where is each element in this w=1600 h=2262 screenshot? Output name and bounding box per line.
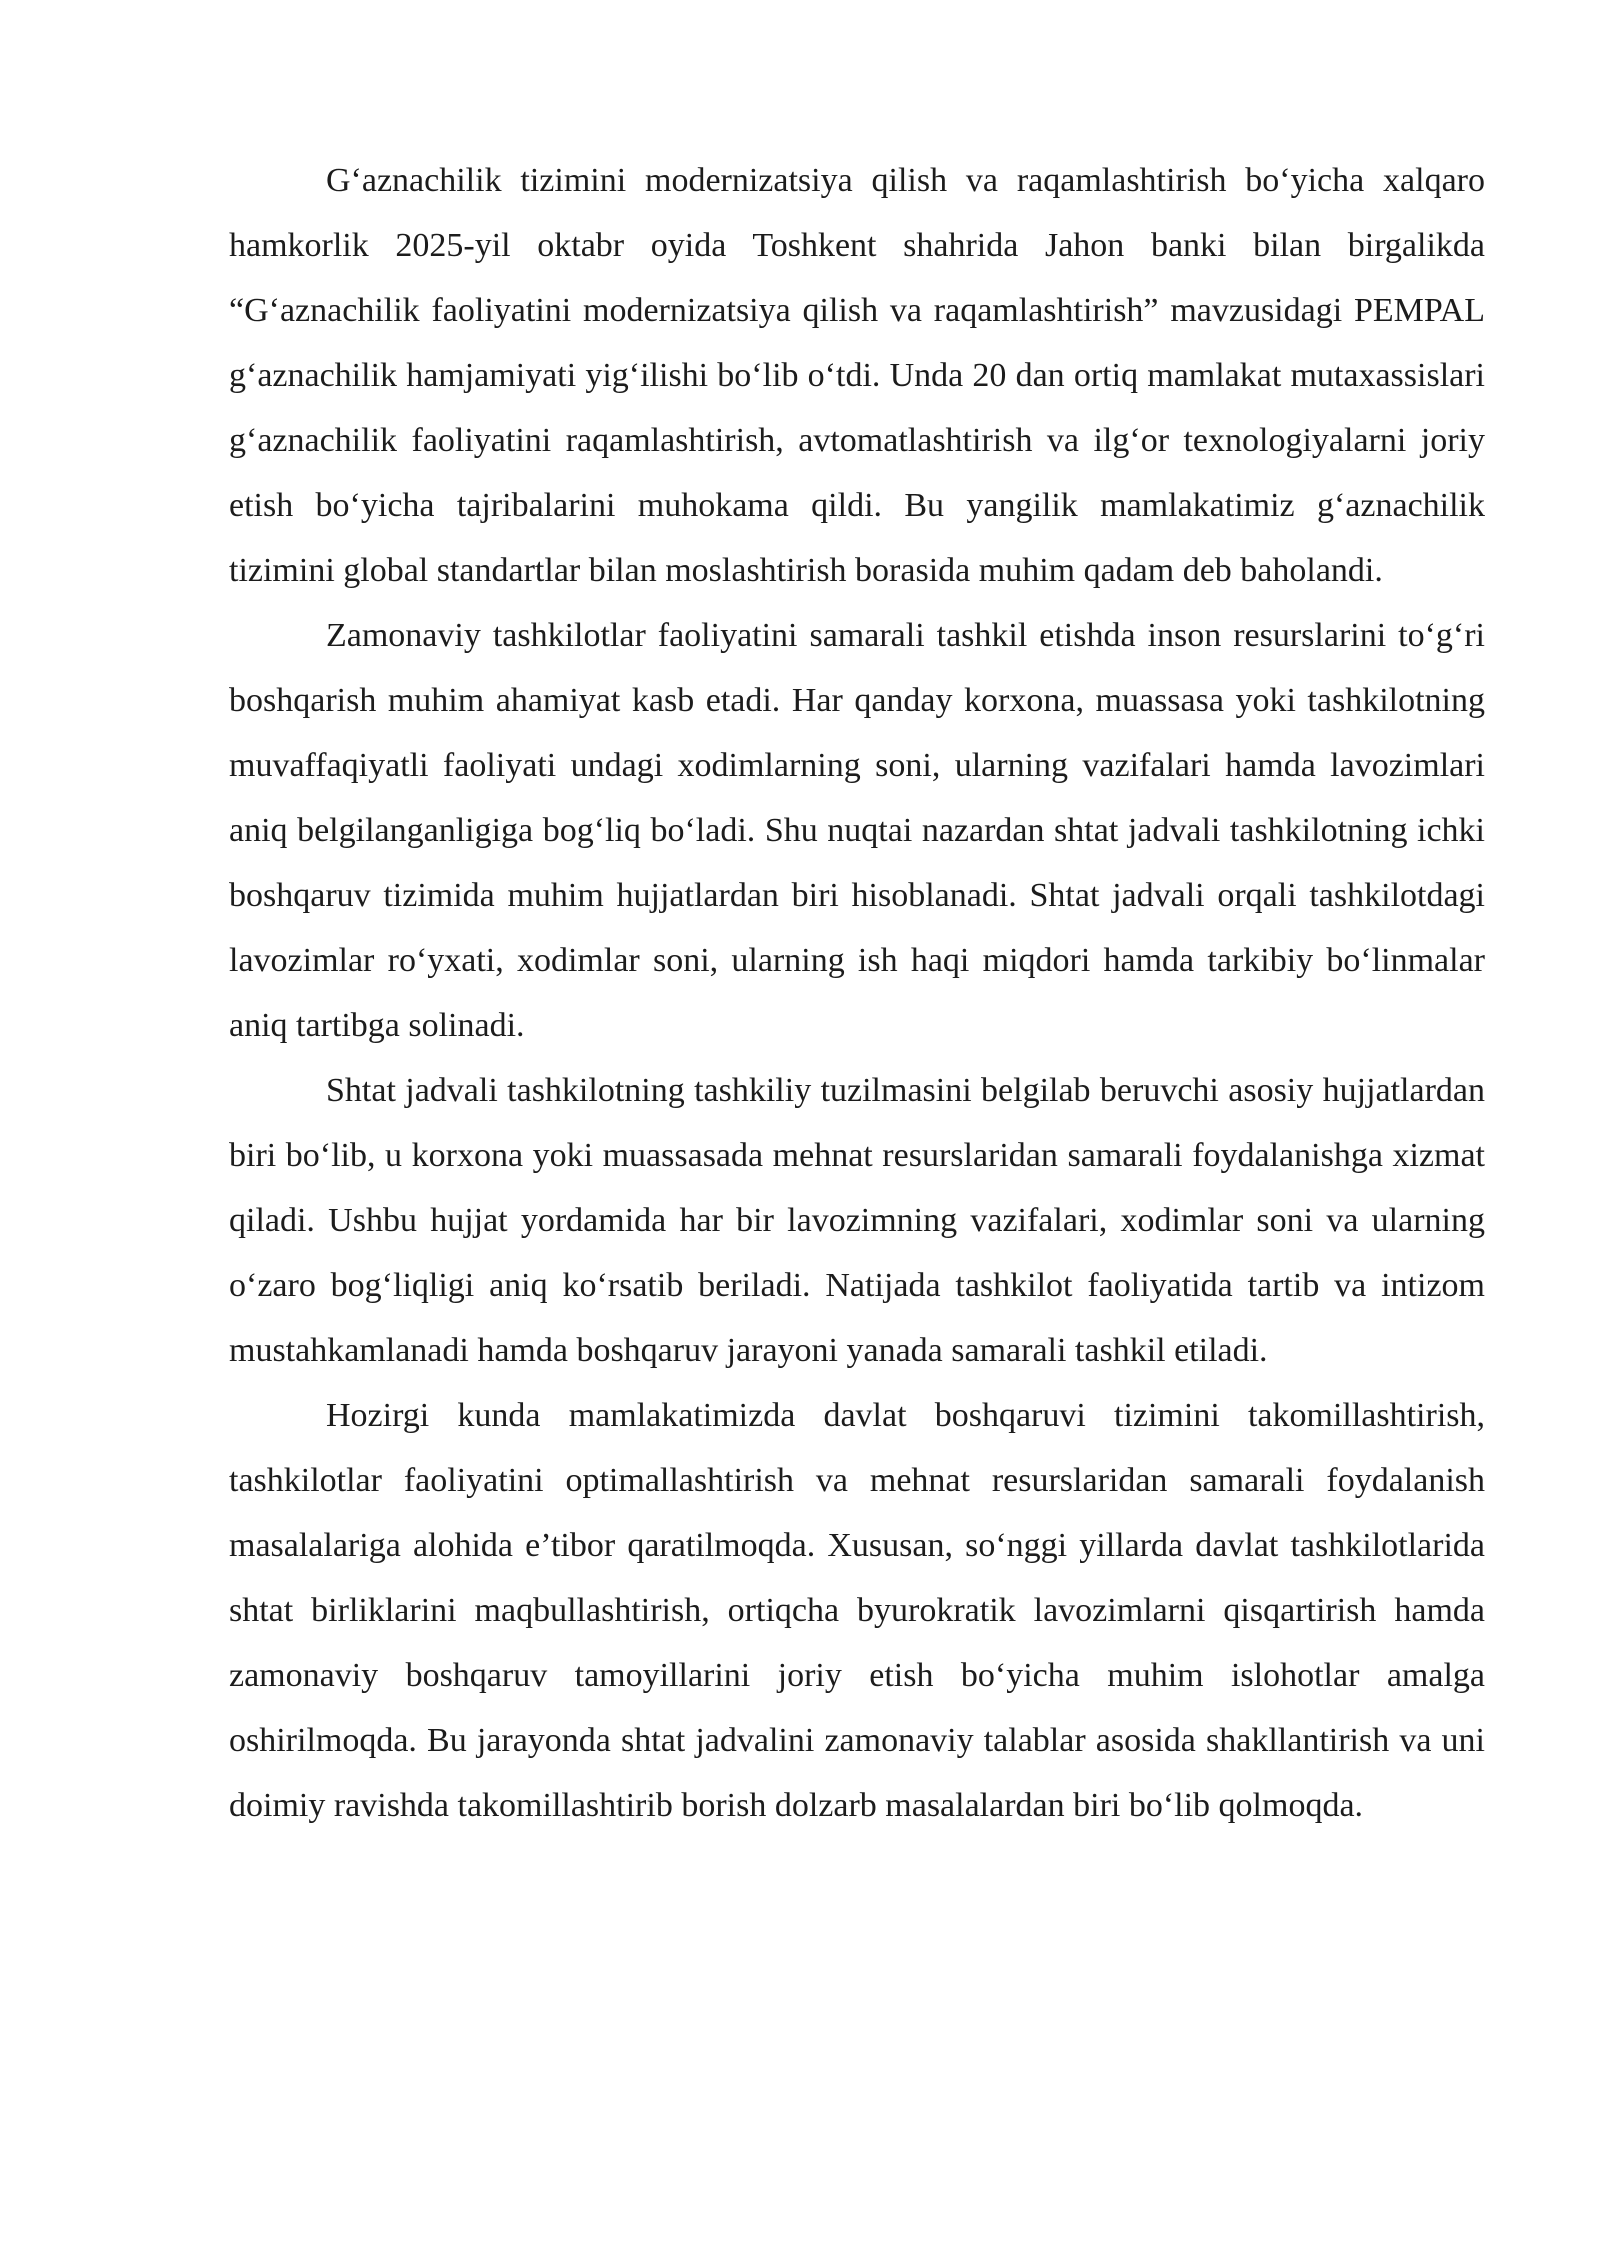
paragraph-staffing-table: Shtat jadvali tashkilotning tashkiliy tuzilmasini belgilab beruvchi asosiy hujjatlardan biri bo‘lib, u korxona yoki muassasada mehnat resurslaridan samarali foydalanishga xizmat qiladi. Ushbu hujjat yordamida har bir lavozimning vazifalari, xodimlar soni va ularning o‘zaro bog‘liqligi aniq ko‘rsatib beriladi. Natijada tashkilot faoliyatida tartib va intizom mustahkamlanadi hamda boshqaruv jarayoni yanada samarali tashkil etiladi.	[229, 1072, 1485, 1369]
paragraph-treasury-cooperation: G‘aznachilik tizimini modernizatsiya qilish va raqamlashtirish bo‘yicha xalqaro hamkorlik 2025-yil oktabr oyida Toshkent shahrida Jahon banki bilan birgalikda “G‘aznachilik faoliyatini modernizatsiya qilish va raqamlashtirish” mavzusidagi PEMPAL g‘aznachilik hamjamiyati yig‘ilishi bo‘lib o‘tdi. Unda 20 dan ortiq mamlakat mutaxassislari g‘aznachilik faoliyatini raqamlashtirish, avtomatlashtirish va ilg‘or texnologiyalarni joriy etish bo‘yicha tajribalarini muhokama qildi. Bu yangilik mamlakatimiz g‘aznachilik tizimini global standartlar bilan moslashtirish borasida muhim qadam deb baholandi.	[229, 162, 1485, 589]
document-body	[229, 148, 1485, 1838]
paragraph-human-resources: Zamonaviy tashkilotlar faoliyatini samarali tashkil etishda inson resurslarini to‘g‘ri boshqarish muhim ahamiyat kasb etadi. Har qanday korxona, muassasa yoki tashkilotning muvaffaqiyatli faoliyati undagi xodimlarning soni, ularning vazifalari hamda lavozimlari aniq belgilanganligiga bog‘liq bo‘ladi. Shu nuqtai nazardan shtat jadvali tashkilotning ichki boshqaruv tizimida muhim hujjatlardan biri hisoblanadi. Shtat jadvali orqali tashkilotdagi lavozimlar ro‘yxati, xodimlar soni, ularning ish haqi miqdori hamda tarkibiy bo‘linmalar aniq tartibga solinadi.	[229, 617, 1485, 1044]
paragraph-public-administration: Hozirgi kunda mamlakatimizda davlat boshqaruvi tizimini takomillashtirish, tashkilotlar faoliyatini optimallashtirish va mehnat resurslaridan samarali foydalanish masalalariga alohida e’tibor qaratilmoqda. Xususan, so‘nggi yillarda davlat tashkilotlarida shtat birliklarini maqbullashtirish, ortiqcha byurokratik lavozimlarni qisqartirish hamda zamonaviy boshqaruv tamoyillarini joriy etish bo‘yicha muhim islohotlar amalga oshirilmoqda. Bu jarayonda shtat jadvalini zamonaviy talablar asosida shakllantirish va uni doimiy ravishda takomillashtirib borish dolzarb masalalardan biri bo‘lib qolmoqda.	[229, 1397, 1485, 1824]
